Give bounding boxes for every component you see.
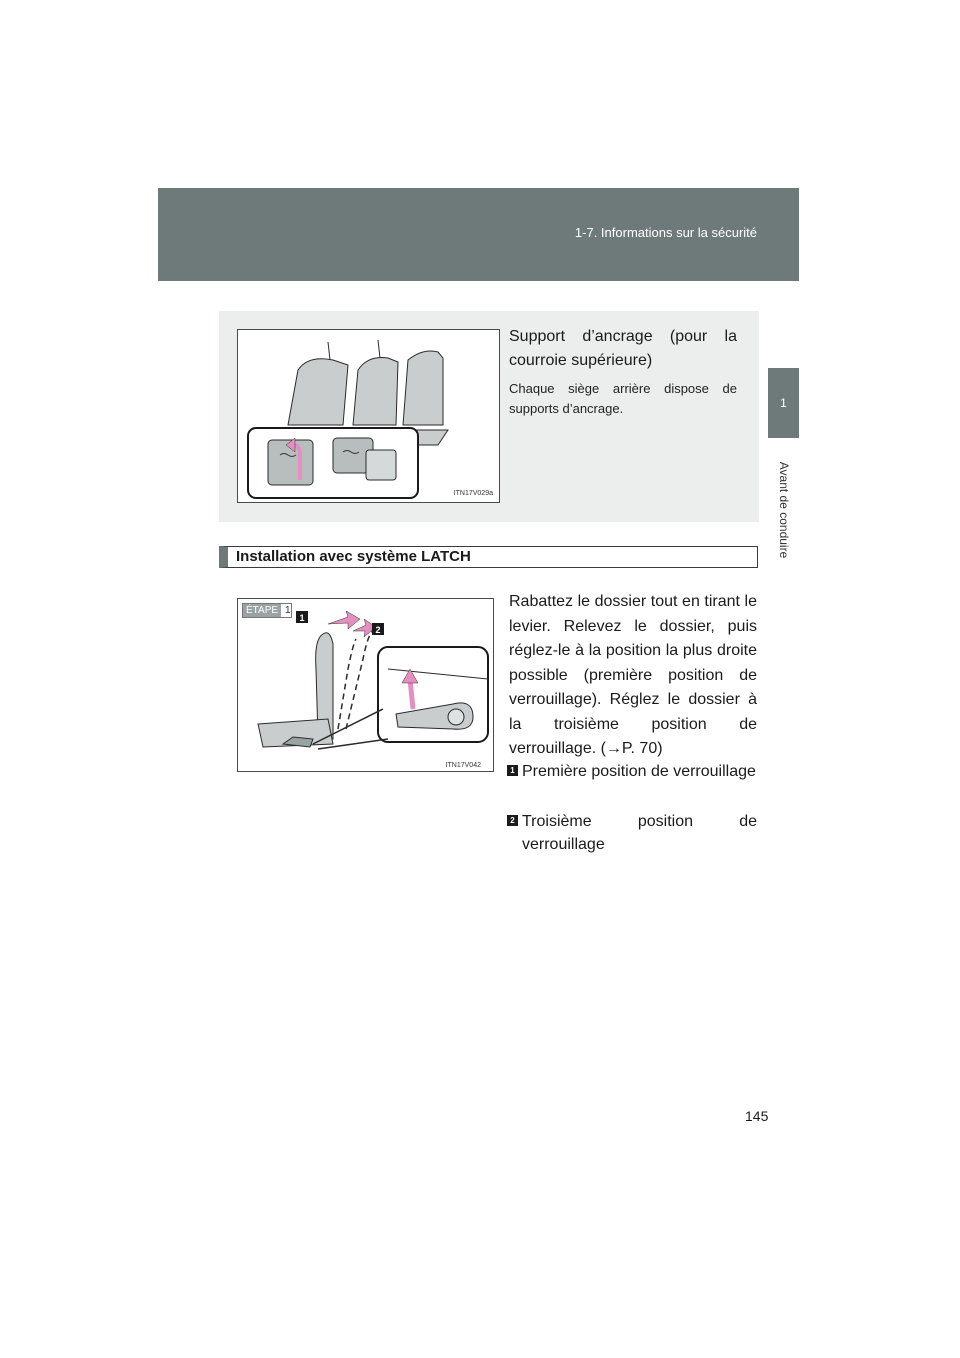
anchor-title: Support d’ancrage (pour la courroie supérieure) [509,328,737,369]
section-title: 1-7. Informations sur la sécurité [574,225,757,240]
page-number: 145 [745,1108,769,1124]
rear-seat-anchor-illustration [238,330,499,502]
chapter-title-tab [768,440,799,580]
step-word: ÉTAPE [243,604,281,617]
list-item [507,810,757,856]
figure-code: ITN17V029a [453,490,493,497]
header-band [158,188,799,281]
anchor-info-panel [219,311,759,522]
list-item [507,760,757,783]
chapter-tab [768,368,799,438]
item-text: Première position de verrouillage [522,763,756,780]
step-number: 1 [285,605,291,616]
item-marker: 2 [507,815,518,826]
anchor-note: Chaque siège arrière dispose de supports d’ancrage. [509,381,737,416]
step-label [242,603,292,618]
seat-recline-illustration [238,599,493,771]
latch-instructions: Rabattez le dossier tout en tirant le levier. Relevez le dossier, puis réglez-le à la position la plus droite possible (première position de verrouillage). Réglez le dossier à la troisième position de verrouillage. (→P. 70) [509,593,757,757]
figure-callout-2: 2 [375,625,381,635]
latch-section-heading: Installation avec système LATCH [219,546,758,568]
chapter-title: Avant de conduire [776,461,791,559]
item-text: Troisième position de verrouillage [522,813,757,853]
figure-code: ITN17V042 [445,762,481,769]
item-marker: 1 [507,765,518,776]
anchor-bracket-figure [237,329,500,503]
chapter-number: 1 [780,396,787,410]
seat-recline-figure [237,598,494,772]
figure-callout-1: 1 [299,613,305,623]
